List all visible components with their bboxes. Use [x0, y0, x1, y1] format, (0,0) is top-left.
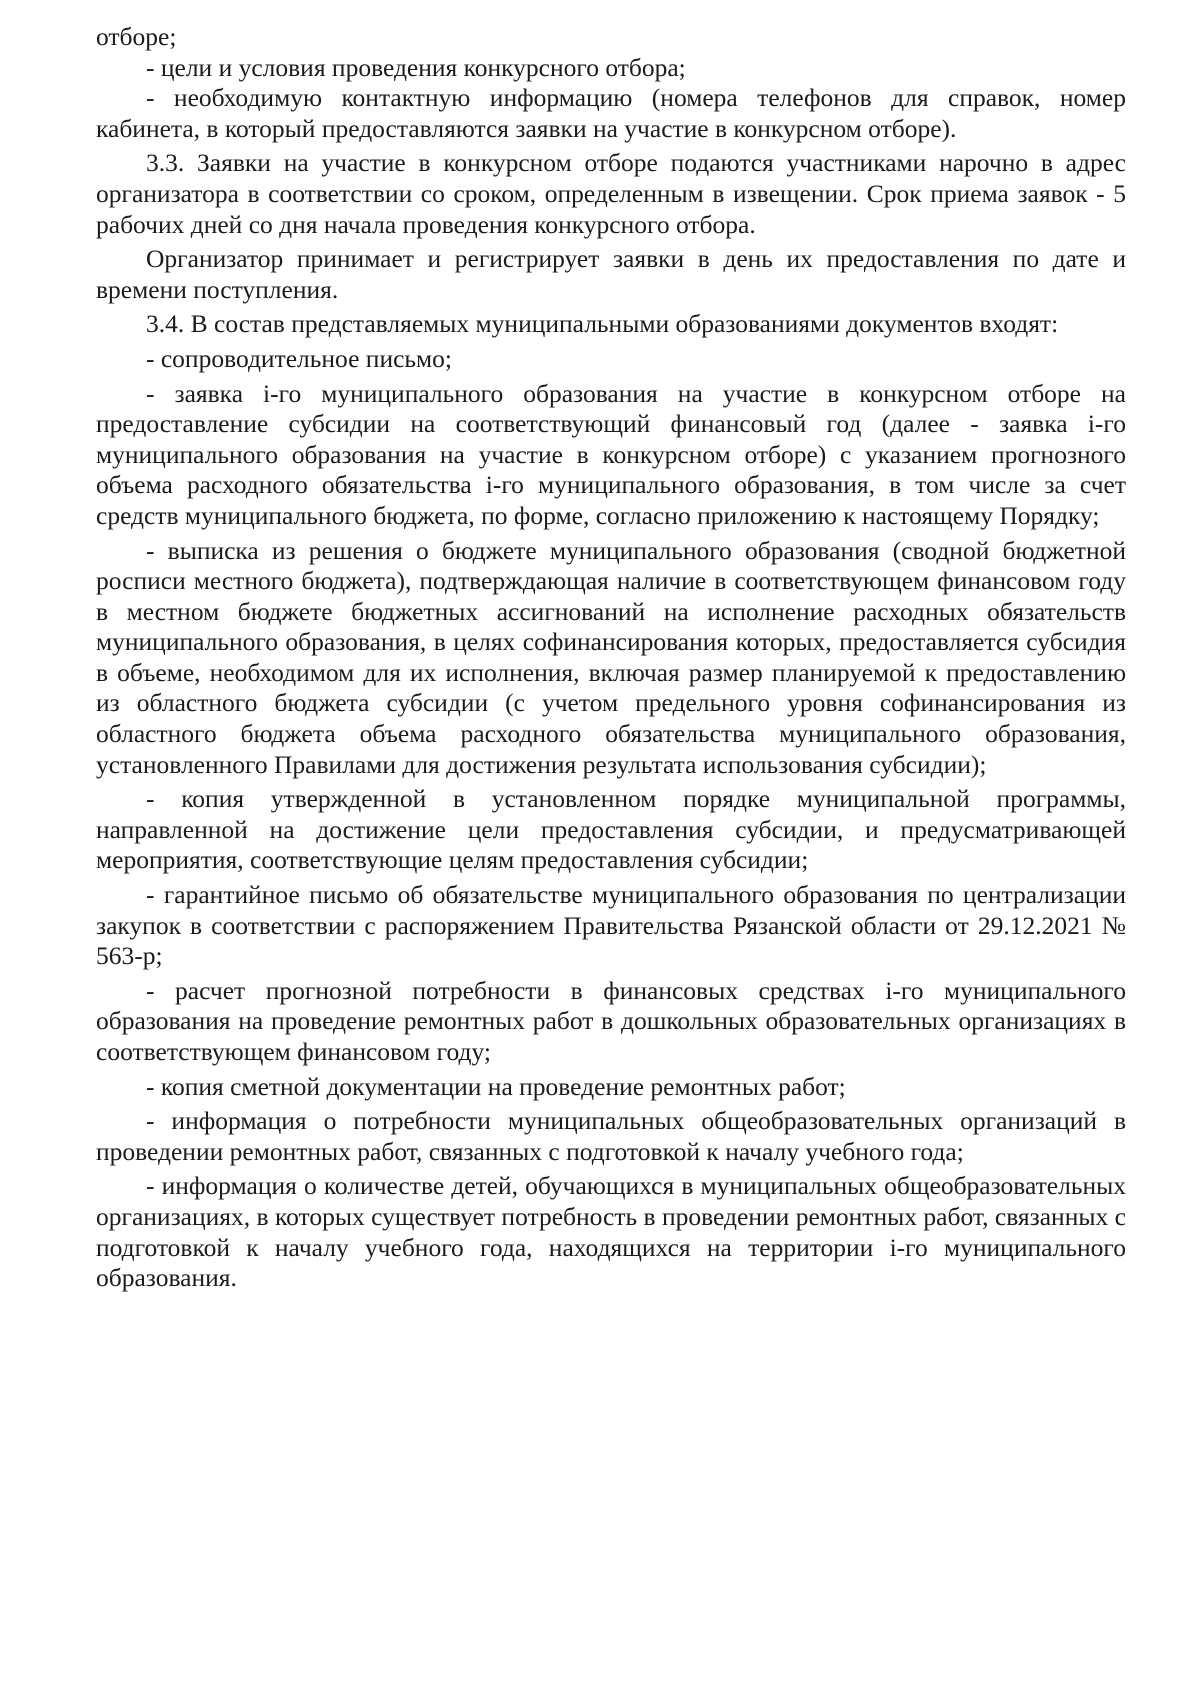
paragraph-section-3-4: 3.4. В состав представляемых муниципальными образованиями документов входят: [146, 309, 1059, 339]
list-item-calculation: - расчет прогнозной потребности в финансовых средствах i-го муниципального образования на проведение ремонтных работ в дошкольных образовательных организациях в соответствующем финансовом году; [96, 975, 1126, 1066]
list-item-estimate-copy: - копия сметной документации на проведение ремонтных работ; [146, 1071, 846, 1101]
document-page [96, 22, 1126, 1294]
paragraph-continuation: отборе; [96, 22, 177, 51]
paragraph-goals: - цели и условия проведения конкурсного отбора; [146, 52, 686, 82]
list-item-budget-extract: - выписка из решения о бюджете муниципального образования (сводной бюджетной росписи местного бюджета), подтверждающая наличие в соответствующем финансовом году в местном бюджете бюджетных ассигнований на исполнение расходных обязательств муниципального образования, в целях софинансирования которых, предоставляется субсидия в объеме, необходимом для их исполнения, включая размер планируемой к предоставлению из областного бюджета субсидии (с учетом предельного уровня софинансирования из областного бюджета объема расходного обязательства муниципального образования, установленного Правилами для достижения результата использования субсидии); [96, 535, 1126, 779]
paragraph-section-3-3: 3.3. Заявки на участие в конкурсном отборе подаются участниками нарочно в адрес организатора в соответствии со сроком, определенным в извещении. Срок приема заявок - 5 рабочих дней со дня начала проведения конкурсного отбора. [96, 148, 1126, 239]
list-item-program-copy: - копия утвержденной в установленном порядке муниципальной программы, направленной на достижение цели предоставления субсидии, и предусматривающей мероприятия, соответствующие целям предоставления субсидии; [96, 784, 1126, 875]
paragraph-organizer: Организатор принимает и регистрирует заявки в день их предоставления по дате и времени поступления. [96, 244, 1126, 304]
list-item-application: - заявка i-го муниципального образования на участие в конкурсном отборе на предоставление субсидии на соответствующий финансовый год (далее - заявка i-го муниципального образования на участие в конкурсном отборе) с указанием прогнозного объема расходного обязательства i-го муниципального образования, в том числе за счет средств муниципального бюджета, по форме, согласно приложению к настоящему Порядку; [96, 378, 1126, 530]
list-item-cover-letter: - сопроводительное письмо; [146, 343, 453, 373]
list-item-repair-need: - информация о потребности муниципальных общеобразовательных организаций в проведении ремонтных работ, связанных с подготовкой к началу учебного года; [96, 1106, 1126, 1166]
list-item-guarantee-letter: - гарантийное письмо об обязательстве муниципального образования по централизации закупок в соответствии с распоряжением Правительства Рязанской области от 29.12.2021 № 563-р; [96, 880, 1126, 971]
list-item-children-count: - информация о количестве детей, обучающихся в муниципальных общеобразовательных организациях, в которых существует потребность в проведении ремонтных работ, связанных с подготовкой к началу учебного года, находящихся на территории i-го муниципального образования. [96, 1171, 1126, 1293]
paragraph-contact-info: - необходимую контактную информацию (номера телефонов для справок, номер кабинета, в который предоставляются заявки на участие в конкурсном отборе). [96, 83, 1126, 143]
